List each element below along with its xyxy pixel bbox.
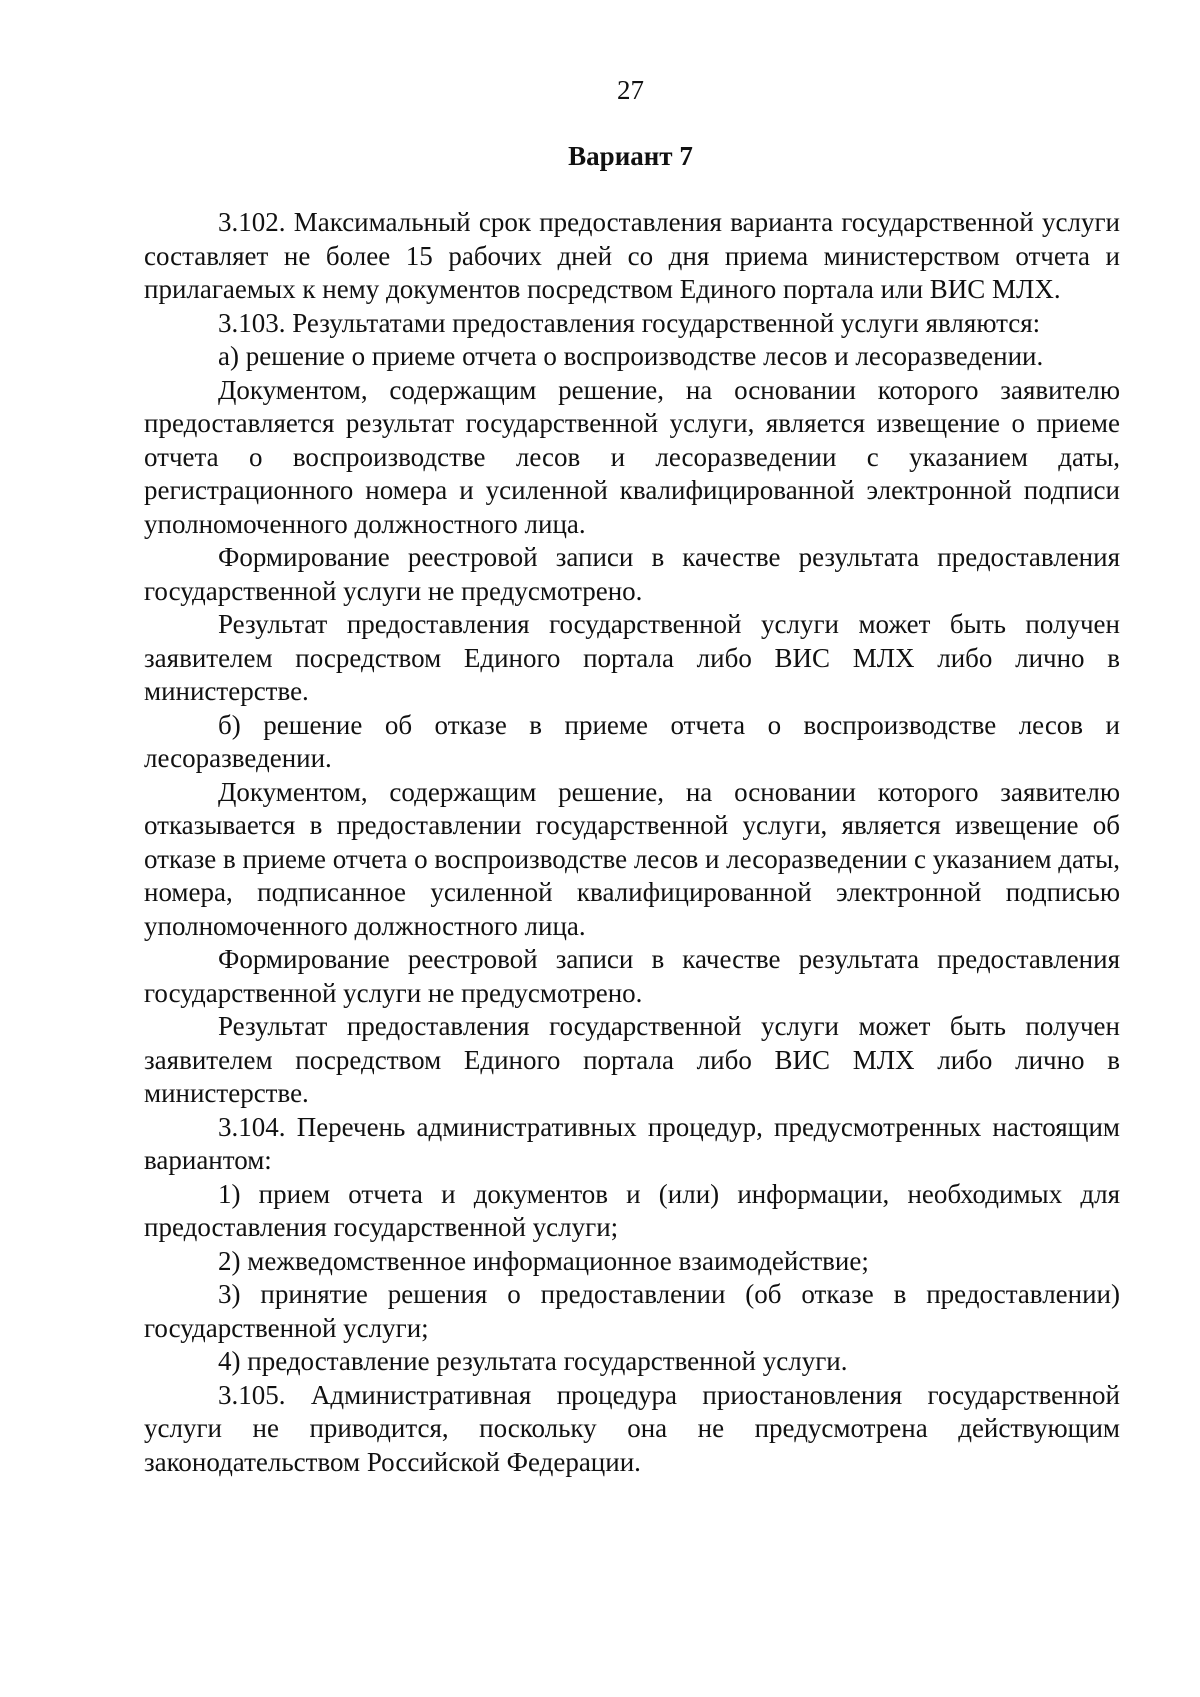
paragraph-registry-record-2: Формирование реестровой записи в качестве результата предоставления государственной услуги не предусмотрено. [144,944,1120,1008]
list-item-2: 2) межведомственное информационное взаимодействие; [218,1245,869,1276]
paragraph-3-105: 3.105. Административная процедура приостановления государственной услуги не приводится, поскольку она не предусмотрена действующим законодательством Российской Федерации. [144,1379,1120,1477]
document-body [144,206,1120,1479]
paragraph-result-receipt-1: Результат предоставления государственной услуги может быть получен заявителем посредством Единого портала либо ВИС МЛХ либо лично в министерстве. [144,609,1120,706]
section-title: Вариант 7 [568,141,693,171]
paragraph-result-receipt-2: Результат предоставления государственной услуги может быть получен заявителем посредством Единого портала либо ВИС МЛХ либо лично в министерстве. [144,1011,1120,1108]
paragraph-document-refusal: Документом, содержащим решение, на основании которого заявителю отказывается в предоставлении государственной услуги, является извещение об отказе в приеме отчета о воспроизводстве лесов и лесоразведении с указанием даты, номера, подписанное усиленной квалифицированной электронной подписью уполномоченного должностного лица. [144,776,1120,941]
list-item-4: 4) предоставление результата государственной услуги. [218,1346,848,1376]
list-item-3: 3) принятие решения о предоставлении (об отказе в предоставлении) государственной услуги; [144,1279,1120,1343]
paragraph-3-102: 3.102. Максимальный срок предоставления варианта государственной услуги составляет не более 15 рабочих дней со дня приема министерством отчета и прилагаемых к нему документов посредством Единого портала или ВИС МЛХ. [144,207,1120,304]
paragraph-document-accept: Документом, содержащим решение, на основании которого заявителю предоставляется результат государственной услуги, является извещение о приеме отчета о воспроизводстве лесов и лесоразведении с указанием даты, регистрационного номера и усиленной квалифицированной электронной подписи уполномоченного должностного лица. [144,374,1120,539]
paragraph-3-104: 3.104. Перечень административных процедур, предусмотренных настоящим вариантом: [144,1111,1120,1175]
paragraph-registry-record-1: Формирование реестровой записи в качестве результата предоставления государственной услуги не предусмотрено. [144,542,1120,606]
list-item-1: 1) прием отчета и документов и (или) информации, необходимых для предоставления государственной услуги; [144,1178,1120,1242]
paragraph-3-103: 3.103. Результатами предоставления государственной услуги являются: [218,307,1041,338]
page-number: 27 [617,75,644,105]
paragraph-item-b: б) решение об отказе в приеме отчета о воспроизводстве лесов и лесоразведении. [144,709,1120,773]
paragraph-item-a: а) решение о приеме отчета о воспроизводстве лесов и лесоразведении. [218,341,1044,371]
